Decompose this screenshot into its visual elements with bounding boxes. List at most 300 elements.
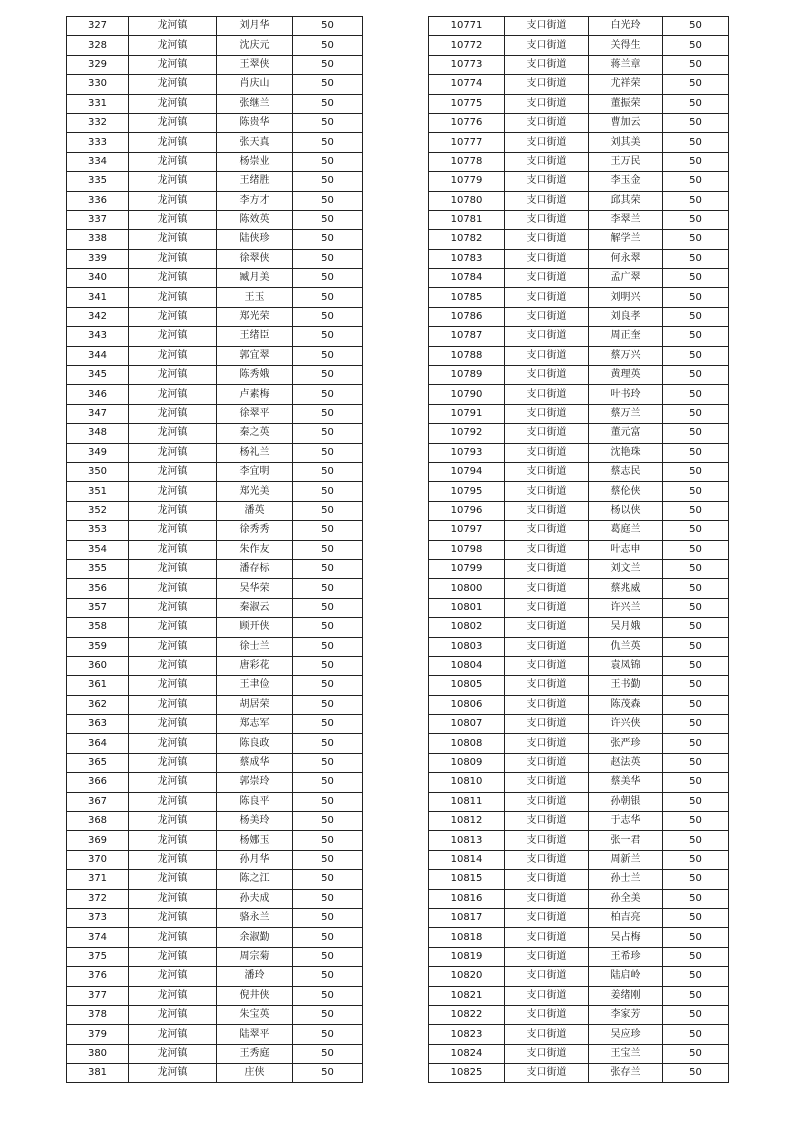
- serial-number-cell: 10805: [429, 676, 505, 695]
- table-row: [429, 695, 729, 714]
- town-cell: 支口街道: [505, 695, 589, 714]
- town-cell: 龙河镇: [129, 1044, 217, 1063]
- name-cell: 朱宝英: [217, 1005, 293, 1024]
- table-row: [429, 249, 729, 268]
- amount-cell: 50: [293, 792, 363, 811]
- name-cell: 蔡兆威: [589, 579, 663, 598]
- table-row: [429, 424, 729, 443]
- amount-cell: 50: [293, 676, 363, 695]
- name-cell: 陈良平: [217, 792, 293, 811]
- serial-number-cell: 335: [67, 172, 129, 191]
- amount-cell: 50: [663, 850, 729, 869]
- town-cell: 支口街道: [505, 967, 589, 986]
- name-cell: 陈良政: [217, 734, 293, 753]
- amount-cell: 50: [663, 36, 729, 55]
- town-cell: 龙河镇: [129, 521, 217, 540]
- amount-cell: 50: [663, 734, 729, 753]
- town-cell: 支口街道: [505, 792, 589, 811]
- town-cell: 龙河镇: [129, 812, 217, 831]
- table-row: [429, 579, 729, 598]
- amount-cell: 50: [663, 637, 729, 656]
- left-roster-table: [66, 16, 363, 1083]
- name-cell: 蔡万兰: [589, 404, 663, 423]
- table-row: [429, 366, 729, 385]
- amount-cell: 50: [663, 908, 729, 927]
- town-cell: 龙河镇: [129, 366, 217, 385]
- serial-number-cell: 379: [67, 1025, 129, 1044]
- name-cell: 郑志军: [217, 715, 293, 734]
- town-cell: 龙河镇: [129, 75, 217, 94]
- serial-number-cell: 10782: [429, 230, 505, 249]
- name-cell: 陈茂森: [589, 695, 663, 714]
- table-row: [67, 753, 363, 772]
- town-cell: 龙河镇: [129, 346, 217, 365]
- town-cell: 支口街道: [505, 443, 589, 462]
- amount-cell: 50: [663, 1044, 729, 1063]
- serial-number-cell: 363: [67, 715, 129, 734]
- name-cell: 董振荣: [589, 94, 663, 113]
- town-cell: 龙河镇: [129, 676, 217, 695]
- town-cell: 龙河镇: [129, 618, 217, 637]
- name-cell: 姜绪刚: [589, 986, 663, 1005]
- amount-cell: 50: [663, 1025, 729, 1044]
- amount-cell: 50: [663, 540, 729, 559]
- serial-number-cell: 342: [67, 307, 129, 326]
- serial-number-cell: 10817: [429, 908, 505, 927]
- table-row: [429, 540, 729, 559]
- name-cell: 孙月华: [217, 850, 293, 869]
- table-row: [67, 656, 363, 675]
- amount-cell: 50: [293, 1044, 363, 1063]
- town-cell: 支口街道: [505, 482, 589, 501]
- town-cell: 支口街道: [505, 656, 589, 675]
- table-row: [429, 889, 729, 908]
- town-cell: 龙河镇: [129, 55, 217, 74]
- table-row: [429, 346, 729, 365]
- name-cell: 余淑勤: [217, 928, 293, 947]
- amount-cell: 50: [663, 443, 729, 462]
- table-row: [429, 521, 729, 540]
- name-cell: 孙士兰: [589, 870, 663, 889]
- town-cell: 龙河镇: [129, 559, 217, 578]
- town-cell: 支口街道: [505, 210, 589, 229]
- table-row: [67, 385, 363, 404]
- amount-cell: 50: [663, 210, 729, 229]
- town-cell: 龙河镇: [129, 385, 217, 404]
- serial-number-cell: 10779: [429, 172, 505, 191]
- town-cell: 龙河镇: [129, 792, 217, 811]
- serial-number-cell: 373: [67, 908, 129, 927]
- amount-cell: 50: [293, 462, 363, 481]
- town-cell: 支口街道: [505, 249, 589, 268]
- town-cell: 支口街道: [505, 366, 589, 385]
- amount-cell: 50: [293, 424, 363, 443]
- name-cell: 王翠侠: [217, 55, 293, 74]
- serial-number-cell: 10788: [429, 346, 505, 365]
- table-row: [67, 1064, 363, 1083]
- serial-number-cell: 356: [67, 579, 129, 598]
- amount-cell: 50: [663, 385, 729, 404]
- serial-number-cell: 10790: [429, 385, 505, 404]
- serial-number-cell: 10818: [429, 928, 505, 947]
- amount-cell: 50: [293, 327, 363, 346]
- amount-cell: 50: [663, 579, 729, 598]
- amount-cell: 50: [293, 482, 363, 501]
- serial-number-cell: 10786: [429, 307, 505, 326]
- amount-cell: 50: [663, 113, 729, 132]
- amount-cell: 50: [293, 521, 363, 540]
- town-cell: 支口街道: [505, 462, 589, 481]
- table-row: [67, 443, 363, 462]
- serial-number-cell: 343: [67, 327, 129, 346]
- name-cell: 孙朝银: [589, 792, 663, 811]
- name-cell: 王绪胜: [217, 172, 293, 191]
- table-row: [67, 133, 363, 152]
- amount-cell: 50: [293, 637, 363, 656]
- amount-cell: 50: [663, 346, 729, 365]
- table-row: [67, 17, 363, 36]
- amount-cell: 50: [663, 812, 729, 831]
- table-row: [67, 172, 363, 191]
- serial-number-cell: 337: [67, 210, 129, 229]
- town-cell: 龙河镇: [129, 908, 217, 927]
- town-cell: 龙河镇: [129, 695, 217, 714]
- serial-number-cell: 346: [67, 385, 129, 404]
- table-row: [67, 113, 363, 132]
- name-cell: 陈秀娥: [217, 366, 293, 385]
- table-row: [67, 288, 363, 307]
- name-cell: 王希珍: [589, 947, 663, 966]
- table-row: [67, 404, 363, 423]
- town-cell: 支口街道: [505, 113, 589, 132]
- table-row: [67, 598, 363, 617]
- table-row: [67, 521, 363, 540]
- name-cell: 曹加云: [589, 113, 663, 132]
- name-cell: 臧月美: [217, 269, 293, 288]
- serial-number-cell: 10807: [429, 715, 505, 734]
- amount-cell: 50: [293, 850, 363, 869]
- amount-cell: 50: [663, 307, 729, 326]
- amount-cell: 50: [663, 928, 729, 947]
- amount-cell: 50: [293, 443, 363, 462]
- amount-cell: 50: [663, 366, 729, 385]
- serial-number-cell: 357: [67, 598, 129, 617]
- serial-number-cell: 10778: [429, 152, 505, 171]
- table-row: [67, 928, 363, 947]
- town-cell: 龙河镇: [129, 443, 217, 462]
- serial-number-cell: 360: [67, 656, 129, 675]
- town-cell: 龙河镇: [129, 501, 217, 520]
- table-row: [67, 734, 363, 753]
- table-row: [429, 36, 729, 55]
- name-cell: 孟广翠: [589, 269, 663, 288]
- town-cell: 龙河镇: [129, 307, 217, 326]
- serial-number-cell: 10798: [429, 540, 505, 559]
- amount-cell: 50: [293, 540, 363, 559]
- amount-cell: 50: [293, 385, 363, 404]
- amount-cell: 50: [663, 753, 729, 772]
- table-row: [429, 870, 729, 889]
- name-cell: 杨崇业: [217, 152, 293, 171]
- amount-cell: 50: [293, 269, 363, 288]
- town-cell: 支口街道: [505, 75, 589, 94]
- serial-number-cell: 341: [67, 288, 129, 307]
- name-cell: 陆翠平: [217, 1025, 293, 1044]
- name-cell: 吴占梅: [589, 928, 663, 947]
- table-row: [429, 928, 729, 947]
- town-cell: 龙河镇: [129, 133, 217, 152]
- table-row: [67, 986, 363, 1005]
- serial-number-cell: 344: [67, 346, 129, 365]
- table-row: [429, 850, 729, 869]
- table-row: [67, 269, 363, 288]
- serial-number-cell: 351: [67, 482, 129, 501]
- town-cell: 支口街道: [505, 870, 589, 889]
- name-cell: 张天真: [217, 133, 293, 152]
- amount-cell: 50: [293, 94, 363, 113]
- name-cell: 骆永兰: [217, 908, 293, 927]
- table-row: [429, 1005, 729, 1024]
- name-cell: 郭宜翠: [217, 346, 293, 365]
- serial-number-cell: 10800: [429, 579, 505, 598]
- town-cell: 龙河镇: [129, 230, 217, 249]
- name-cell: 郑光美: [217, 482, 293, 501]
- town-cell: 龙河镇: [129, 210, 217, 229]
- amount-cell: 50: [663, 288, 729, 307]
- name-cell: 刘月华: [217, 17, 293, 36]
- serial-number-cell: 328: [67, 36, 129, 55]
- amount-cell: 50: [293, 404, 363, 423]
- amount-cell: 50: [663, 75, 729, 94]
- serial-number-cell: 349: [67, 443, 129, 462]
- amount-cell: 50: [293, 618, 363, 637]
- table-row: [67, 152, 363, 171]
- table-row: [429, 55, 729, 74]
- serial-number-cell: 370: [67, 850, 129, 869]
- serial-number-cell: 10803: [429, 637, 505, 656]
- table-row: [67, 1044, 363, 1063]
- table-row: [67, 249, 363, 268]
- name-cell: 胡居荣: [217, 695, 293, 714]
- serial-number-cell: 332: [67, 113, 129, 132]
- amount-cell: 50: [293, 230, 363, 249]
- name-cell: 肖庆山: [217, 75, 293, 94]
- name-cell: 黄理英: [589, 366, 663, 385]
- right-roster-table: [428, 16, 729, 1083]
- town-cell: 支口街道: [505, 230, 589, 249]
- serial-number-cell: 10809: [429, 753, 505, 772]
- town-cell: 龙河镇: [129, 1005, 217, 1024]
- amount-cell: 50: [663, 1005, 729, 1024]
- table-row: [429, 113, 729, 132]
- amount-cell: 50: [293, 812, 363, 831]
- amount-cell: 50: [663, 501, 729, 520]
- town-cell: 支口街道: [505, 559, 589, 578]
- serial-number-cell: 376: [67, 967, 129, 986]
- amount-cell: 50: [293, 172, 363, 191]
- serial-number-cell: 10824: [429, 1044, 505, 1063]
- amount-cell: 50: [293, 366, 363, 385]
- serial-number-cell: 10820: [429, 967, 505, 986]
- amount-cell: 50: [663, 656, 729, 675]
- town-cell: 支口街道: [505, 579, 589, 598]
- town-cell: 支口街道: [505, 269, 589, 288]
- table-row: [429, 715, 729, 734]
- serial-number-cell: 352: [67, 501, 129, 520]
- amount-cell: 50: [293, 346, 363, 365]
- name-cell: 周新兰: [589, 850, 663, 869]
- table-row: [429, 327, 729, 346]
- amount-cell: 50: [293, 695, 363, 714]
- serial-number-cell: 353: [67, 521, 129, 540]
- town-cell: 支口街道: [505, 637, 589, 656]
- serial-number-cell: 10787: [429, 327, 505, 346]
- serial-number-cell: 327: [67, 17, 129, 36]
- town-cell: 支口街道: [505, 812, 589, 831]
- town-cell: 支口街道: [505, 17, 589, 36]
- amount-cell: 50: [663, 986, 729, 1005]
- amount-cell: 50: [663, 55, 729, 74]
- name-cell: 沈庆元: [217, 36, 293, 55]
- serial-number-cell: 10792: [429, 424, 505, 443]
- amount-cell: 50: [293, 734, 363, 753]
- amount-cell: 50: [293, 831, 363, 850]
- town-cell: 龙河镇: [129, 753, 217, 772]
- town-cell: 龙河镇: [129, 637, 217, 656]
- amount-cell: 50: [663, 870, 729, 889]
- table-row: [67, 579, 363, 598]
- amount-cell: 50: [293, 773, 363, 792]
- table-row: [67, 908, 363, 927]
- amount-cell: 50: [663, 133, 729, 152]
- serial-number-cell: 359: [67, 637, 129, 656]
- town-cell: 支口街道: [505, 734, 589, 753]
- table-row: [429, 269, 729, 288]
- town-cell: 支口街道: [505, 133, 589, 152]
- amount-cell: 50: [293, 715, 363, 734]
- name-cell: 陈效英: [217, 210, 293, 229]
- serial-number-cell: 377: [67, 986, 129, 1005]
- table-row: [429, 753, 729, 772]
- town-cell: 支口街道: [505, 715, 589, 734]
- amount-cell: 50: [663, 947, 729, 966]
- serial-number-cell: 10773: [429, 55, 505, 74]
- town-cell: 支口街道: [505, 424, 589, 443]
- amount-cell: 50: [663, 792, 729, 811]
- name-cell: 郑光荣: [217, 307, 293, 326]
- name-cell: 吴应珍: [589, 1025, 663, 1044]
- table-row: [67, 424, 363, 443]
- amount-cell: 50: [663, 230, 729, 249]
- table-row: [429, 152, 729, 171]
- name-cell: 王绪臣: [217, 327, 293, 346]
- serial-number-cell: 371: [67, 870, 129, 889]
- table-row: [67, 1005, 363, 1024]
- town-cell: 支口街道: [505, 753, 589, 772]
- name-cell: 王书勤: [589, 676, 663, 695]
- name-cell: 何永翠: [589, 249, 663, 268]
- serial-number-cell: 10811: [429, 792, 505, 811]
- amount-cell: 50: [663, 521, 729, 540]
- town-cell: 龙河镇: [129, 17, 217, 36]
- serial-number-cell: 330: [67, 75, 129, 94]
- table-row: [429, 443, 729, 462]
- serial-number-cell: 365: [67, 753, 129, 772]
- name-cell: 秦之英: [217, 424, 293, 443]
- amount-cell: 50: [663, 269, 729, 288]
- town-cell: 支口街道: [505, 831, 589, 850]
- table-row: [429, 307, 729, 326]
- name-cell: 许兴兰: [589, 598, 663, 617]
- serial-number-cell: 367: [67, 792, 129, 811]
- name-cell: 王聿俭: [217, 676, 293, 695]
- table-row: [67, 715, 363, 734]
- amount-cell: 50: [293, 947, 363, 966]
- amount-cell: 50: [663, 559, 729, 578]
- table-row: [429, 462, 729, 481]
- town-cell: 支口街道: [505, 172, 589, 191]
- table-row: [429, 831, 729, 850]
- amount-cell: 50: [663, 152, 729, 171]
- serial-number-cell: 10791: [429, 404, 505, 423]
- town-cell: 龙河镇: [129, 598, 217, 617]
- serial-number-cell: 380: [67, 1044, 129, 1063]
- town-cell: 支口街道: [505, 385, 589, 404]
- town-cell: 支口街道: [505, 986, 589, 1005]
- name-cell: 沈艳珠: [589, 443, 663, 462]
- table-row: [429, 482, 729, 501]
- amount-cell: 50: [293, 113, 363, 132]
- name-cell: 徐翠侠: [217, 249, 293, 268]
- amount-cell: 50: [293, 928, 363, 947]
- amount-cell: 50: [293, 307, 363, 326]
- name-cell: 王宝兰: [589, 1044, 663, 1063]
- amount-cell: 50: [663, 482, 729, 501]
- town-cell: 支口街道: [505, 1044, 589, 1063]
- name-cell: 赵法英: [589, 753, 663, 772]
- name-cell: 杨娜玉: [217, 831, 293, 850]
- name-cell: 陆启岭: [589, 967, 663, 986]
- serial-number-cell: 10813: [429, 831, 505, 850]
- table-row: [67, 676, 363, 695]
- town-cell: 龙河镇: [129, 928, 217, 947]
- name-cell: 张存兰: [589, 1064, 663, 1083]
- table-row: [429, 1044, 729, 1063]
- amount-cell: 50: [293, 288, 363, 307]
- name-cell: 解学兰: [589, 230, 663, 249]
- name-cell: 白光玲: [589, 17, 663, 36]
- town-cell: 龙河镇: [129, 1064, 217, 1083]
- table-row: [429, 676, 729, 695]
- name-cell: 刘明兴: [589, 288, 663, 307]
- table-row: [429, 792, 729, 811]
- town-cell: 龙河镇: [129, 172, 217, 191]
- town-cell: 支口街道: [505, 676, 589, 695]
- name-cell: 张严珍: [589, 734, 663, 753]
- serial-number-cell: 10802: [429, 618, 505, 637]
- serial-number-cell: 333: [67, 133, 129, 152]
- table-row: [429, 172, 729, 191]
- table-row: [67, 889, 363, 908]
- name-cell: 徐翠平: [217, 404, 293, 423]
- town-cell: 龙河镇: [129, 482, 217, 501]
- name-cell: 徐士兰: [217, 637, 293, 656]
- amount-cell: 50: [293, 55, 363, 74]
- name-cell: 秦淑云: [217, 598, 293, 617]
- town-cell: 龙河镇: [129, 424, 217, 443]
- name-cell: 于志华: [589, 812, 663, 831]
- name-cell: 张继兰: [217, 94, 293, 113]
